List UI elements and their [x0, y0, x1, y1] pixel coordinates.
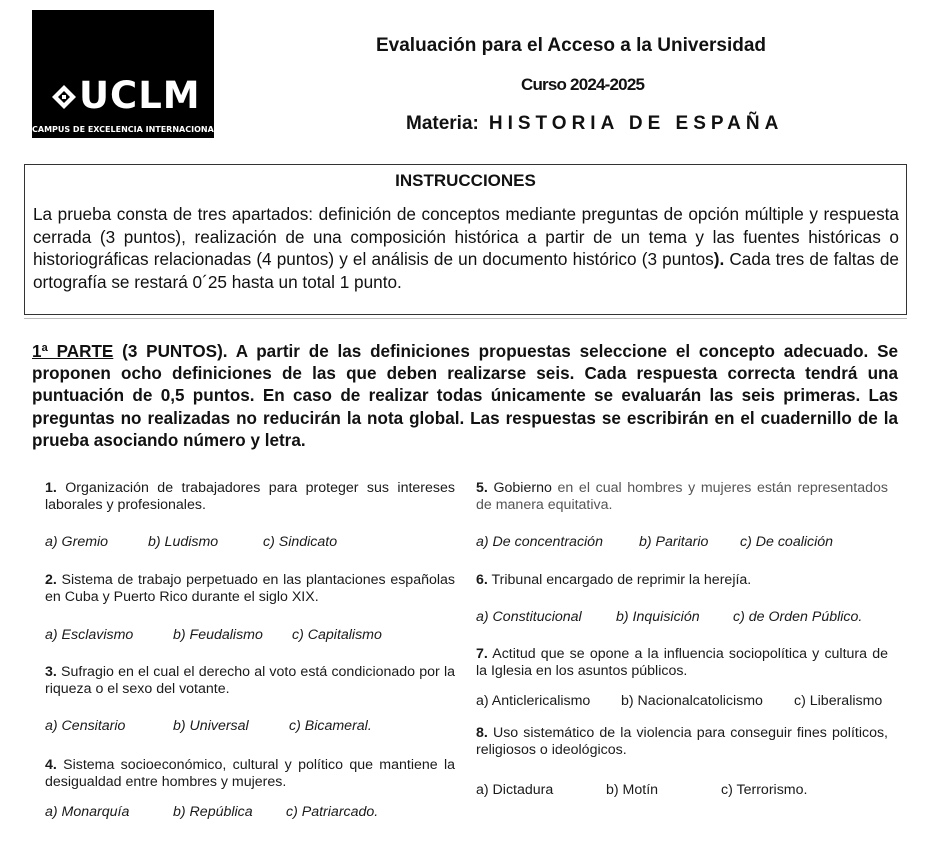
question-8-options	[476, 782, 888, 799]
part1-label: 1ª PARTE	[32, 342, 114, 361]
question-number: 8.	[476, 725, 488, 741]
course-year: Curso 2024-2025	[521, 75, 645, 94]
question-4-options	[45, 804, 445, 821]
option-c: c) Terrorismo.	[721, 782, 808, 798]
question-5	[476, 480, 888, 513]
question-8	[476, 725, 888, 758]
option-b: b) Ludismo	[148, 534, 219, 550]
question-number: 6.	[476, 572, 488, 588]
question-2	[45, 572, 455, 605]
option-a: a) Dictadura	[476, 782, 554, 798]
option-a: a) Constitucional	[476, 609, 582, 625]
option-a: a) Esclavismo	[45, 627, 134, 643]
question-3	[45, 664, 455, 697]
option-b: b) Paritario	[639, 534, 709, 550]
question-number: 3.	[45, 664, 57, 680]
part1-statement	[32, 341, 898, 452]
option-b: b) Feudalismo	[173, 627, 263, 643]
subject-value: HISTORIA DE ESPAÑA	[488, 113, 784, 134]
instructions-title: INSTRUCCIONES	[395, 171, 536, 190]
option-a: a) Monarquía	[45, 804, 130, 820]
question-number: 7.	[476, 646, 488, 662]
option-c: c) De coalición	[740, 534, 834, 550]
question-text: Tribunal encargado de reprimir la herejía.	[487, 572, 752, 588]
option-c: c) Bicameral.	[289, 718, 372, 734]
question-text: Sistema socioeconómico, cultural y político que mantiene la desigualdad entre hombres y mujeres.	[45, 757, 455, 790]
question-text: Organización de trabajadores para proteger sus intereses laborales y profesionales.	[45, 480, 455, 513]
question-4	[45, 757, 455, 790]
question-6-options	[476, 609, 888, 626]
instructions-text-2: Cada tres de faltas de ortografía se restará 0´25 hasta un total 1 punto.	[33, 249, 899, 293]
question-number: 1.	[45, 480, 57, 496]
option-c: c) Sindicato	[263, 534, 338, 550]
option-a: a) De concentración	[476, 534, 603, 550]
uclm-logo	[32, 10, 219, 138]
instructions-body	[33, 203, 899, 294]
option-b: b) Universal	[173, 718, 249, 734]
option-c: c) Liberalismo	[794, 693, 883, 709]
instructions-text-bold: ).	[713, 249, 725, 270]
question-text: Uso sistemático de la violencia para conseguir fines políticos, religiosos o ideológicos.	[476, 725, 888, 758]
question-text-start: Gobierno	[487, 480, 552, 496]
instructions-text-1: La prueba consta de tres apartados: definición de conceptos mediante preguntas de opción múltiple y respuesta cerrada (3 puntos), realización de una composición histórica a partir de un tema y las fuentes históricas o historiográficas relacionadas (4 puntos) y el análisis de un documento histórico (3 puntos	[33, 204, 899, 270]
question-3-options	[45, 718, 445, 735]
option-a: a) Anticlericalismo	[476, 693, 591, 709]
question-1	[45, 480, 455, 513]
question-7-options	[476, 693, 888, 710]
subject-line	[406, 112, 783, 136]
exam-title: Evaluación para el Acceso a la Universidad	[376, 35, 767, 56]
instructions-box	[24, 164, 907, 315]
part1-text: (3 PUNTOS). A partir de las definiciones propuestas seleccione el concepto adecuado. Se proponen ocho definiciones de las que deben realizarse seis. Cada respuesta correcta tendrá una puntuación de 0,5 puntos. En caso de realizar todas únicamente se evaluarán las seis primeras. Las preguntas no realizadas no reducirán la nota global. Las respuestas se escribirán en el cuadernillo de la prueba asociando número y letra.	[32, 342, 899, 450]
question-text: Actitud que se opone a la influencia sociopolítica y cultura de la Iglesia en los asuntos públicos.	[476, 646, 888, 679]
question-number: 4.	[45, 757, 57, 773]
section-divider	[24, 318, 907, 319]
question-text: Sufragio en el cual el derecho al voto está condicionado por la riqueza o el sexo del votante.	[45, 664, 455, 697]
logo-tagline: CAMPUS DE EXCELENCIA INTERNACIONAL	[32, 125, 219, 134]
question-7	[476, 646, 888, 679]
option-b: b) Nacionalcatolicismo	[621, 693, 763, 709]
logo-wordmark: UCLM	[79, 74, 201, 117]
option-c: c) de Orden Público.	[733, 609, 863, 625]
option-b: b) República	[173, 804, 253, 820]
question-number: 5.	[476, 480, 488, 496]
question-1-options	[45, 534, 445, 551]
ucm-emblem-icon	[51, 84, 77, 110]
option-c: c) Patriarcado.	[286, 804, 379, 820]
question-5-options	[476, 534, 888, 551]
option-a: a) Gremio	[45, 534, 109, 550]
option-a: a) Censitario	[45, 718, 126, 734]
option-b: b) Motín	[606, 782, 659, 798]
subject-label: Materia:	[406, 113, 479, 134]
question-text: en el cual hombres y mujeres están representados de manera equitativa.	[476, 480, 889, 513]
question-2-options	[45, 627, 445, 644]
question-text: Sistema de trabajo perpetuado en las plantaciones españolas en Cuba y Puerto Rico durante el siglo XIX.	[45, 572, 455, 605]
option-c: c) Capitalismo	[292, 627, 382, 643]
question-number: 2.	[45, 572, 57, 588]
option-b: b) Inquisición	[616, 609, 700, 625]
question-6	[476, 572, 888, 589]
